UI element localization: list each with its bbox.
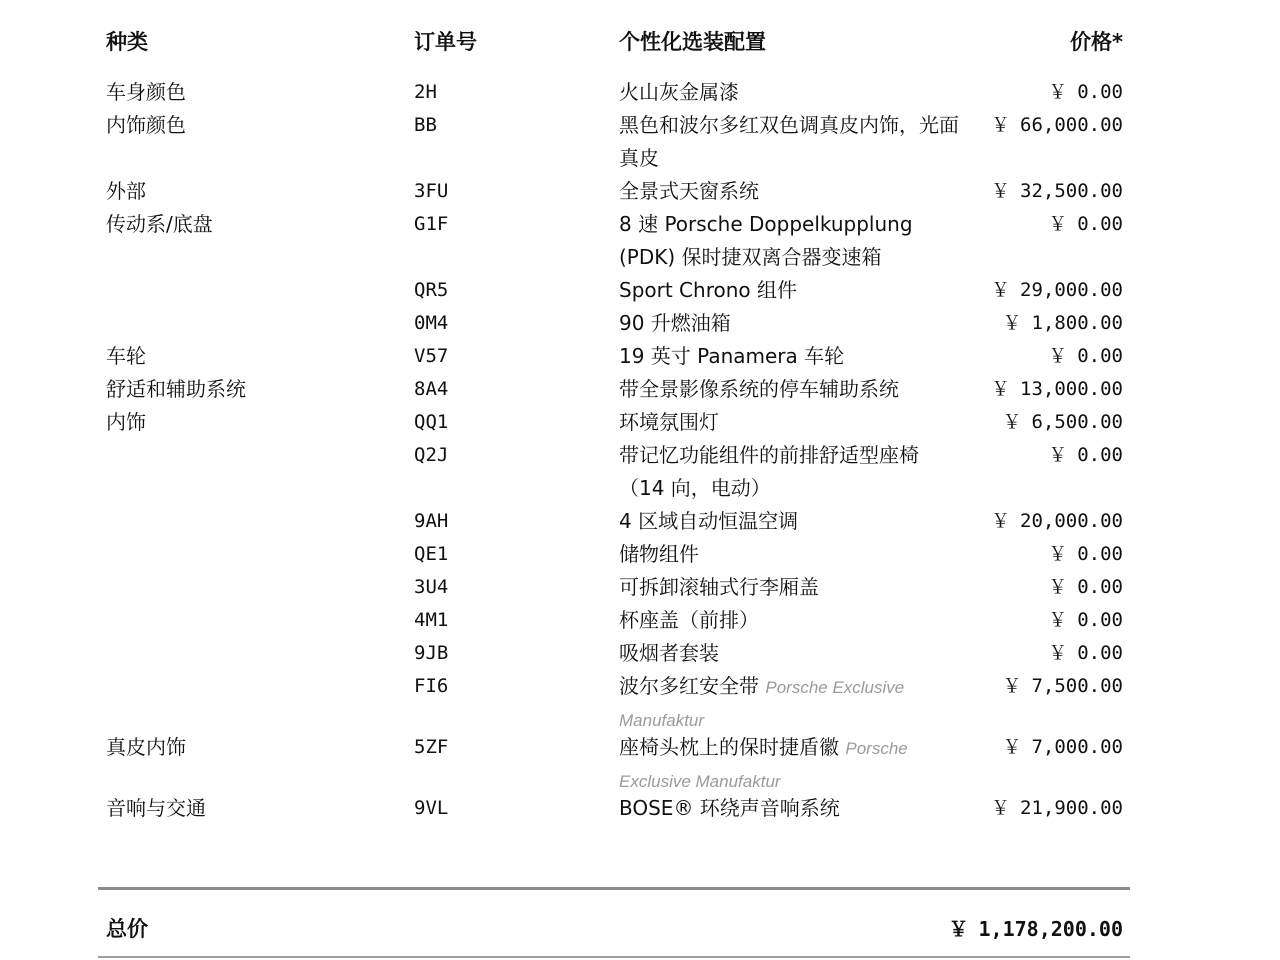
row-description bbox=[619, 731, 959, 797]
row-order-code: 3FU bbox=[414, 180, 449, 202]
row-price-value: 7,500.00 bbox=[1031, 675, 1123, 697]
row-description-text: 火山灰金属漆 bbox=[619, 80, 739, 104]
table-row bbox=[0, 109, 1280, 175]
row-price bbox=[1048, 538, 1123, 571]
row-price bbox=[1048, 439, 1123, 472]
row-order-code: FI6 bbox=[414, 675, 449, 697]
row-price bbox=[991, 109, 1123, 142]
exclusive-manufaktur-note: Porsche Exclusive Manufaktur bbox=[619, 678, 905, 730]
row-description-text: 带记忆功能组件的前排舒适型座椅（14 向，电动） bbox=[619, 443, 919, 500]
row-order-code: 2H bbox=[414, 81, 437, 103]
row-price-value: 0.00 bbox=[1077, 576, 1123, 598]
currency-symbol: ￥ bbox=[991, 510, 1011, 532]
row-description-text: 8 速 Porsche Doppelkupplung (PDK) 保时捷双离合器变速箱 bbox=[619, 212, 913, 269]
row-description bbox=[619, 406, 959, 439]
table-row bbox=[0, 406, 1280, 439]
row-price-value: 66,000.00 bbox=[1020, 114, 1123, 136]
row-description bbox=[619, 670, 959, 736]
row-description bbox=[619, 109, 959, 175]
row-price bbox=[1048, 76, 1123, 109]
table-row bbox=[0, 505, 1280, 538]
row-order-code: 9VL bbox=[414, 797, 449, 819]
row-order-code: 0M4 bbox=[414, 312, 449, 334]
row-order-code: QR5 bbox=[414, 279, 449, 301]
currency-symbol: ￥ bbox=[1048, 642, 1068, 664]
row-description-text: Sport Chrono 组件 bbox=[619, 278, 797, 302]
row-price bbox=[1002, 406, 1123, 439]
row-price bbox=[1002, 670, 1123, 703]
header-option: 个性化选装配置 bbox=[619, 30, 766, 54]
currency-symbol: ￥ bbox=[1048, 609, 1068, 631]
row-price bbox=[1048, 340, 1123, 373]
row-description-text: 吸烟者套装 bbox=[619, 641, 719, 665]
row-description-text: 黑色和波尔多红双色调真皮内饰，光面真皮 bbox=[619, 113, 959, 170]
row-order-code: 4M1 bbox=[414, 609, 449, 631]
total-row bbox=[0, 913, 1280, 947]
currency-symbol: ￥ bbox=[991, 114, 1011, 136]
row-order-code: 9JB bbox=[414, 642, 449, 664]
row-description bbox=[619, 274, 959, 307]
bottom-divider bbox=[98, 956, 1130, 958]
row-category: 车身颜色 bbox=[106, 80, 186, 104]
currency-symbol: ￥ bbox=[1002, 411, 1022, 433]
table-row bbox=[0, 307, 1280, 340]
table-row bbox=[0, 208, 1280, 274]
row-order-code: 8A4 bbox=[414, 378, 449, 400]
currency-symbol: ￥ bbox=[991, 180, 1011, 202]
row-price bbox=[1048, 604, 1123, 637]
row-order-code: G1F bbox=[414, 213, 449, 235]
row-description bbox=[619, 373, 959, 406]
row-price-value: 0.00 bbox=[1077, 213, 1123, 235]
row-description-text: 全景式天窗系统 bbox=[619, 179, 759, 203]
table-row bbox=[0, 439, 1280, 505]
table-row bbox=[0, 731, 1280, 792]
table-row bbox=[0, 538, 1280, 571]
row-price bbox=[991, 792, 1123, 825]
table-row bbox=[0, 637, 1280, 670]
row-category: 内饰颜色 bbox=[106, 113, 186, 137]
row-order-code: QE1 bbox=[414, 543, 449, 565]
row-price bbox=[991, 175, 1123, 208]
row-order-code: V57 bbox=[414, 345, 449, 367]
total-label: 总价 bbox=[106, 917, 148, 941]
row-category: 传动系/底盘 bbox=[106, 212, 213, 236]
total-amount bbox=[949, 913, 1124, 942]
row-price bbox=[1048, 208, 1123, 241]
total-divider bbox=[98, 887, 1130, 890]
row-order-code: BB bbox=[414, 114, 437, 136]
row-price bbox=[1002, 731, 1123, 764]
row-description-text: 杯座盖（前排） bbox=[619, 608, 759, 632]
currency-symbol: ￥ bbox=[1048, 345, 1068, 367]
table-row bbox=[0, 670, 1280, 731]
exclusive-manufaktur-note: Porsche Exclusive Manufaktur bbox=[619, 739, 908, 791]
row-description bbox=[619, 571, 959, 604]
row-price-value: 0.00 bbox=[1077, 81, 1123, 103]
row-description-text: 环境氛围灯 bbox=[619, 410, 719, 434]
currency-symbol: ￥ bbox=[948, 917, 969, 941]
row-description bbox=[619, 307, 959, 340]
currency-symbol: ￥ bbox=[1048, 576, 1068, 598]
row-price-value: 0.00 bbox=[1077, 609, 1123, 631]
table-row bbox=[0, 571, 1280, 604]
row-category: 音响与交通 bbox=[106, 796, 206, 820]
table-row bbox=[0, 792, 1280, 825]
row-description-text: 带全景影像系统的停车辅助系统 bbox=[619, 377, 899, 401]
row-description bbox=[619, 76, 959, 109]
currency-symbol: ￥ bbox=[1048, 81, 1068, 103]
row-description-text: 90 升燃油箱 bbox=[619, 311, 731, 335]
header-order-number: 订单号 bbox=[414, 30, 477, 54]
row-price bbox=[1048, 637, 1123, 670]
row-price-value: 7,000.00 bbox=[1031, 736, 1123, 758]
row-price-value: 0.00 bbox=[1077, 543, 1123, 565]
row-order-code: 3U4 bbox=[414, 576, 449, 598]
currency-symbol: ￥ bbox=[1002, 312, 1022, 334]
currency-symbol: ￥ bbox=[1002, 736, 1022, 758]
row-price-value: 21,900.00 bbox=[1020, 797, 1123, 819]
row-description-text: 4 区域自动恒温空调 bbox=[619, 509, 799, 533]
table-row bbox=[0, 373, 1280, 406]
row-price bbox=[1002, 307, 1123, 340]
row-category: 真皮内饰 bbox=[106, 735, 186, 759]
currency-symbol: ￥ bbox=[1048, 543, 1068, 565]
row-description bbox=[619, 175, 959, 208]
header-price: 价格* bbox=[1070, 30, 1123, 54]
row-category: 车轮 bbox=[106, 344, 146, 368]
row-price-value: 20,000.00 bbox=[1020, 510, 1123, 532]
row-description-text: 波尔多红安全带 bbox=[619, 674, 759, 698]
table-row bbox=[0, 76, 1280, 109]
row-category: 内饰 bbox=[106, 410, 146, 434]
table-header bbox=[0, 26, 1280, 56]
currency-symbol: ￥ bbox=[991, 797, 1011, 819]
row-order-code: Q2J bbox=[414, 444, 449, 466]
row-price-value: 6,500.00 bbox=[1031, 411, 1123, 433]
row-price-value: 32,500.00 bbox=[1020, 180, 1123, 202]
row-description bbox=[619, 792, 959, 825]
row-description bbox=[619, 439, 959, 505]
currency-symbol: ￥ bbox=[1048, 213, 1068, 235]
row-price-value: 29,000.00 bbox=[1020, 279, 1123, 301]
table-row bbox=[0, 175, 1280, 208]
row-description bbox=[619, 637, 959, 670]
table-row bbox=[0, 274, 1280, 307]
row-description-text: 储物组件 bbox=[619, 542, 699, 566]
table-row bbox=[0, 340, 1280, 373]
currency-symbol: ￥ bbox=[991, 279, 1011, 301]
row-category: 外部 bbox=[106, 179, 146, 203]
total-value: 1,178,200.00 bbox=[978, 917, 1123, 941]
row-order-code: QQ1 bbox=[414, 411, 449, 433]
row-description-text: 可拆卸滚轴式行李厢盖 bbox=[619, 575, 819, 599]
row-description-text: 座椅头枕上的保时捷盾徽 bbox=[619, 735, 839, 759]
row-order-code: 5ZF bbox=[414, 736, 449, 758]
row-price bbox=[1048, 571, 1123, 604]
currency-symbol: ￥ bbox=[1002, 675, 1022, 697]
row-description bbox=[619, 538, 959, 571]
row-price-value: 13,000.00 bbox=[1020, 378, 1123, 400]
row-price-value: 0.00 bbox=[1077, 345, 1123, 367]
row-order-code: 9AH bbox=[414, 510, 449, 532]
row-description-text: 19 英寸 Panamera 车轮 bbox=[619, 344, 845, 368]
row-description bbox=[619, 208, 959, 274]
row-price bbox=[991, 274, 1123, 307]
row-price bbox=[991, 505, 1123, 538]
currency-symbol: ￥ bbox=[1048, 444, 1068, 466]
row-description bbox=[619, 604, 959, 637]
row-description bbox=[619, 340, 959, 373]
row-price-value: 0.00 bbox=[1077, 642, 1123, 664]
header-category: 种类 bbox=[106, 30, 148, 54]
row-description-text: BOSE® 环绕声音响系统 bbox=[619, 796, 840, 820]
row-description bbox=[619, 505, 959, 538]
row-price-value: 1,800.00 bbox=[1031, 312, 1123, 334]
currency-symbol: ￥ bbox=[991, 378, 1011, 400]
row-price-value: 0.00 bbox=[1077, 444, 1123, 466]
row-category: 舒适和辅助系统 bbox=[106, 377, 246, 401]
table-row bbox=[0, 604, 1280, 637]
row-price bbox=[991, 373, 1123, 406]
